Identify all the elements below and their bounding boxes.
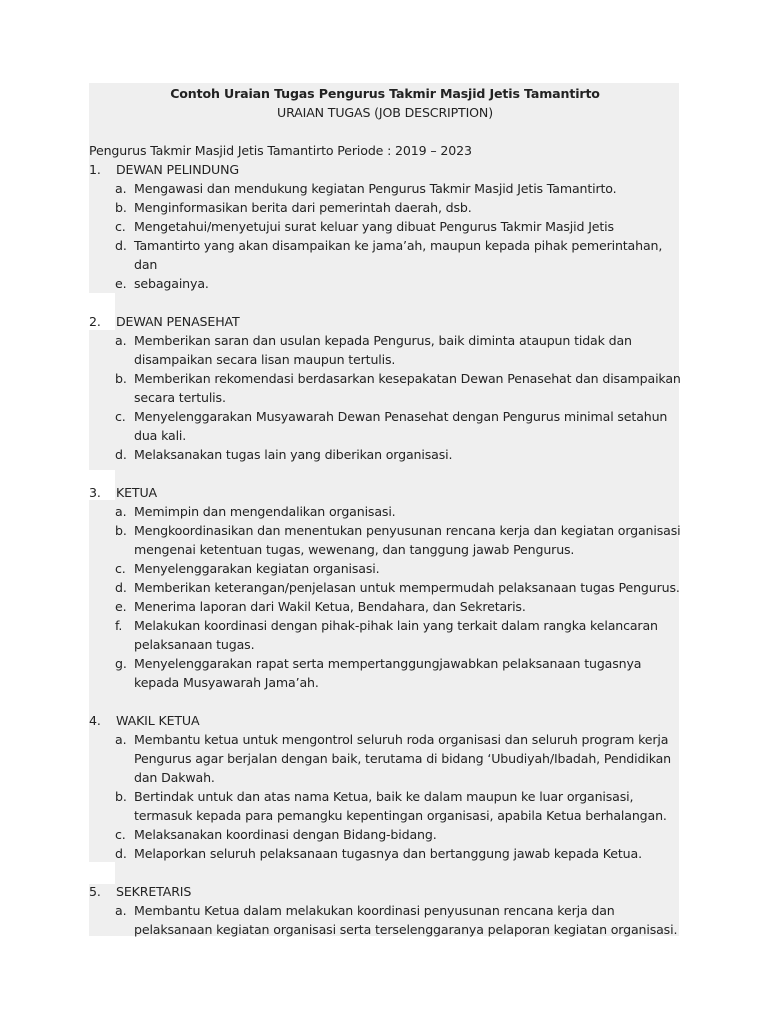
section-dewan-penasehat bbox=[89, 312, 681, 464]
list-item bbox=[89, 236, 681, 274]
item-text: Menginformasikan berita dari pemerintah daerah, dsb. bbox=[134, 200, 472, 215]
list-item bbox=[89, 502, 681, 521]
item-text: Mengkoordinasikan dan menentukan penyusunan rencana kerja dan kegiatan organisasi mengenai ketentuan tugas, wewenang, dan tanggung jawab Pengurus. bbox=[134, 523, 681, 557]
list-item bbox=[89, 521, 681, 559]
section-number: 3. bbox=[89, 485, 101, 500]
item-letter: d. bbox=[115, 447, 127, 462]
section-heading bbox=[89, 160, 681, 179]
list-item bbox=[89, 217, 681, 236]
list-item bbox=[89, 407, 681, 445]
item-text: Melakukan koordinasi dengan pihak-pihak lain yang terkait dalam rangka kelancaran pelaksanaan tugas. bbox=[134, 618, 658, 652]
list-item bbox=[89, 331, 681, 369]
period-line: Pengurus Takmir Masjid Jetis Tamantirto Periode : 2019 – 2023 bbox=[89, 143, 472, 158]
item-letter: e. bbox=[115, 276, 127, 291]
section-title: SEKRETARIS bbox=[116, 884, 192, 899]
item-text: Memberikan keterangan/penjelasan untuk mempermudah pelaksanaan tugas Pengurus. bbox=[134, 580, 680, 595]
section-heading bbox=[89, 882, 681, 901]
item-letter: a. bbox=[115, 504, 127, 519]
item-letter: d. bbox=[115, 846, 127, 861]
item-text: Membantu ketua untuk mengontrol seluruh roda organisasi dan seluruh program kerja Pengurus agar berjalan dengan baik, terutama di bidang ‘Ubudiyah/Ibadah, Pendidikan dan Dakwah. bbox=[134, 732, 672, 785]
item-letter: c. bbox=[115, 409, 126, 424]
section-heading bbox=[89, 312, 681, 331]
section-number: 4. bbox=[89, 713, 101, 728]
section-number: 2. bbox=[89, 314, 101, 329]
item-text: Tamantirto yang akan disampaikan ke jama’ah, maupun kepada pihak pemerintahan, dan bbox=[134, 238, 663, 272]
section-title: DEWAN PELINDUNG bbox=[116, 162, 240, 177]
item-letter: d. bbox=[115, 580, 127, 595]
item-letter: a. bbox=[115, 903, 127, 918]
item-letter: a. bbox=[115, 181, 127, 196]
item-letter: b. bbox=[115, 371, 127, 386]
item-letter: b. bbox=[115, 523, 127, 538]
list-item bbox=[89, 559, 681, 578]
item-letter: c. bbox=[115, 827, 126, 842]
item-letter: f. bbox=[115, 618, 123, 633]
item-text: sebagainya. bbox=[134, 276, 209, 291]
list-item bbox=[89, 844, 681, 863]
list-item bbox=[89, 597, 681, 616]
list-item bbox=[89, 179, 681, 198]
document-subtitle: URAIAN TUGAS (JOB DESCRIPTION) bbox=[277, 105, 493, 120]
item-letter: b. bbox=[115, 200, 127, 215]
item-text: Menyelenggarakan rapat serta mempertanggungjawabkan pelaksanaan tugasnya kepada Musyawarah Jama’ah. bbox=[134, 656, 642, 690]
item-text: Mengawasi dan mendukung kegiatan Pengurus Takmir Masjid Jetis Tamantirto. bbox=[134, 181, 617, 196]
item-text: Membantu Ketua dalam melakukan koordinasi penyusunan rencana kerja dan pelaksanaan kegiatan organisasi serta terselenggaranya pelaporan kegiatan organisasi. bbox=[134, 903, 678, 937]
document-title: Contoh Uraian Tugas Pengurus Takmir Masjid Jetis Tamantirto bbox=[170, 86, 600, 101]
item-text: Memberikan saran dan usulan kepada Pengurus, baik diminta ataupun tidak dan disampaikan secara lisan maupun tertulis. bbox=[134, 333, 632, 367]
section-heading bbox=[89, 711, 681, 730]
item-letter: g. bbox=[115, 656, 127, 671]
section-heading bbox=[89, 483, 681, 502]
list-item bbox=[89, 578, 681, 597]
list-item bbox=[89, 654, 681, 692]
item-letter: d. bbox=[115, 238, 127, 253]
item-text: Menyelenggarakan Musyawarah Dewan Penasehat dengan Pengurus minimal setahun dua kali. bbox=[134, 409, 668, 443]
item-text: Bertindak untuk dan atas nama Ketua, baik ke dalam maupun ke luar organisasi, termasuk kepada para pemangku kepentingan organisasi, apabila Ketua berhalangan. bbox=[134, 789, 667, 823]
section-title: DEWAN PENASEHAT bbox=[116, 314, 240, 329]
list-item bbox=[89, 445, 681, 464]
section-sekretaris bbox=[89, 882, 681, 939]
item-text: Melaksanakan tugas lain yang diberikan organisasi. bbox=[134, 447, 453, 462]
item-letter: c. bbox=[115, 561, 126, 576]
list-item bbox=[89, 901, 681, 939]
item-text: Memberikan rekomendasi berdasarkan kesepakatan Dewan Penasehat dan disampaikan secara tertulis. bbox=[134, 371, 681, 405]
section-ketua bbox=[89, 483, 681, 692]
item-text: Melaporkan seluruh pelaksanaan tugasnya dan bertanggung jawab kepada Ketua. bbox=[134, 846, 642, 861]
list-item bbox=[89, 730, 681, 787]
item-letter: a. bbox=[115, 732, 127, 747]
item-letter: c. bbox=[115, 219, 126, 234]
item-letter: b. bbox=[115, 789, 127, 804]
section-dewan-pelindung bbox=[89, 160, 681, 293]
list-item bbox=[89, 616, 681, 654]
list-item bbox=[89, 787, 681, 825]
item-text: Menyelenggarakan kegiatan organisasi. bbox=[134, 561, 380, 576]
item-letter: e. bbox=[115, 599, 127, 614]
item-text: Mengetahui/menyetujui surat keluar yang dibuat Pengurus Takmir Masjid Jetis bbox=[134, 219, 614, 234]
item-text: Memimpin dan mengendalikan organisasi. bbox=[134, 504, 396, 519]
section-title: WAKIL KETUA bbox=[116, 713, 200, 728]
list-item bbox=[89, 274, 681, 293]
section-number: 1. bbox=[89, 162, 101, 177]
item-text: Menerima laporan dari Wakil Ketua, Bendahara, dan Sekretaris. bbox=[134, 599, 526, 614]
section-wakil-ketua bbox=[89, 711, 681, 863]
list-item bbox=[89, 825, 681, 844]
item-text: Melaksanakan koordinasi dengan Bidang-bidang. bbox=[134, 827, 437, 842]
item-letter: a. bbox=[115, 333, 127, 348]
section-title: KETUA bbox=[116, 485, 157, 500]
document-body bbox=[89, 84, 681, 958]
list-item bbox=[89, 198, 681, 217]
section-number: 5. bbox=[89, 884, 101, 899]
list-item bbox=[89, 369, 681, 407]
